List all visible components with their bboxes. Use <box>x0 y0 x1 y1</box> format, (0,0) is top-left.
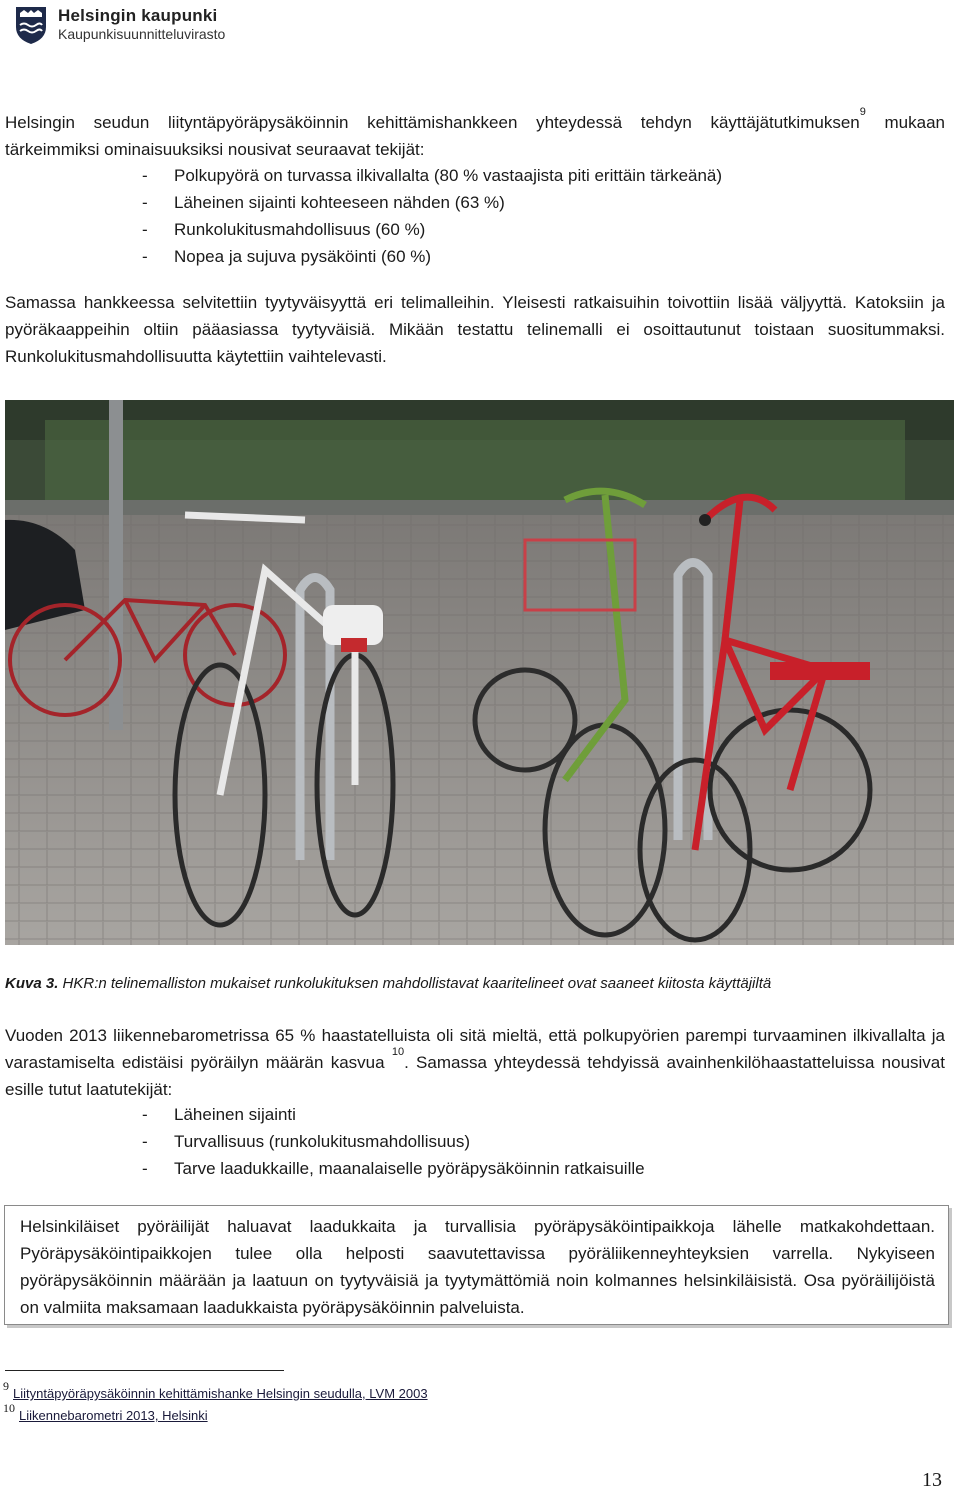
org-name: Helsingin kaupunki <box>58 6 218 26</box>
footnote-number: 10 <box>3 1401 15 1415</box>
footnote-ref-9[interactable]: 9 <box>859 106 866 119</box>
footnote-10 <box>3 1401 208 1425</box>
paragraph-2: Samassa hankkeessa selvitettiin tyytyväisyyttä eri telimalleihin. Yleisesti ratkaisuihin toivottiin lisää väljyyttä. Katoksiin ja pyöräkaappeihin oltiin pääasiassa tyytyväisiä. Mikään testattu telinemalli ei osoittautunut toistaan suositummaksi. Runkolukitusmahdollisuutta käytettiin vaihtelevasti. <box>5 293 945 366</box>
dept-name: Kaupunkisuunnitteluvirasto <box>58 25 226 42</box>
figure-caption <box>5 973 950 995</box>
footnote-divider <box>5 1370 284 1371</box>
highlight-box <box>4 1205 949 1325</box>
paragraph-1 <box>5 106 945 163</box>
document-header <box>14 0 225 48</box>
list-item: - Läheinen sijainti kohteeseen nähden (63 %) <box>142 193 505 212</box>
footnote-link[interactable]: Liikennebarometri 2013, Helsinki <box>19 1408 208 1423</box>
organisation-name <box>58 6 225 42</box>
paragraph-3-text: Vuoden 2013 liikennebarometrissa 65 % haastatelluista oli sitä mieltä, että polkupyörien parempi turvaaminen ilkivallalta ja varastamiselta edistäisi pyöräilyn määrän kasvua <box>5 1026 945 1072</box>
list-item: - Turvallisuus (runkolukitusmahdollisuus) <box>142 1132 471 1151</box>
factor-list-2 <box>142 1101 645 1182</box>
footnote-number: 9 <box>3 1379 9 1393</box>
list-item: - Polkupyörä on turvassa ilkivallalta (80 % vastaajista piti erittäin tärkeänä) <box>142 166 723 185</box>
list-item: - Tarve laadukkaille, maanalaiselle pyöräpysäköinnin ratkaisuille <box>142 1159 645 1178</box>
caption-label: Kuva 3. <box>5 975 59 992</box>
page-number: 13 <box>922 1469 942 1491</box>
city-crest-icon <box>14 3 48 45</box>
paragraph-1-text-after: mukaan tärkeimmiksi ominaisuuksiksi nousivat seuraavat tekijät: <box>5 113 945 159</box>
paragraph-3-text-after: . Samassa yhteydessä tehdyissä avainhenkilöhaastatteluissa nousivat esille tutut laatutekijät: <box>5 1053 945 1099</box>
list-item: - Nopea ja sujuva pysäköinti (60 %) <box>142 247 432 266</box>
footnote-link[interactable]: Liityntäpyöräpysäköinnin kehittämishanke Helsingin seudulla, LVM 2003 <box>13 1386 428 1401</box>
list-item: - Läheinen sijainti <box>142 1105 296 1124</box>
highlight-box-text: Helsinkiläiset pyöräilijät haluavat laadukkaita ja turvallisia pyöräpysäköintipaikkoja lähelle matkakohdettaan. Pyöräpysäköintipaikkojen tulee olla helposti saavutettavissa pyöräliikenneyhteyksien varrella. Nykyiseen pyöräpysäköinnin määrään ja laatuun on tyytyväisiä ja tyytymättömiä noin kolmannes helsinkiläisistä. Osa pyöräilijöistä on valmiita maksamaan laadukkaista pyöräpysäköinnin palveluista. <box>20 1217 935 1317</box>
bicycle-rack-photo <box>5 400 954 945</box>
footnote-9 <box>3 1379 428 1403</box>
factor-list-1 <box>142 162 722 270</box>
footnote-ref-10[interactable]: 10 <box>391 1046 405 1059</box>
caption-text: HKR:n telinemalliston mukaiset runkolukituksen mahdollistavat kaaritelineet ovat saaneet kiitosta käyttäjiltä <box>58 975 772 992</box>
paragraph-3 <box>5 1022 945 1103</box>
list-item: - Runkolukitusmahdollisuus (60 %) <box>142 220 426 239</box>
paragraph-1-text: Helsingin seudun liityntäpyöräpysäköinnin kehittämishankkeen yhteydessä tehdyn käyttäjätutkimuksen <box>5 113 860 132</box>
